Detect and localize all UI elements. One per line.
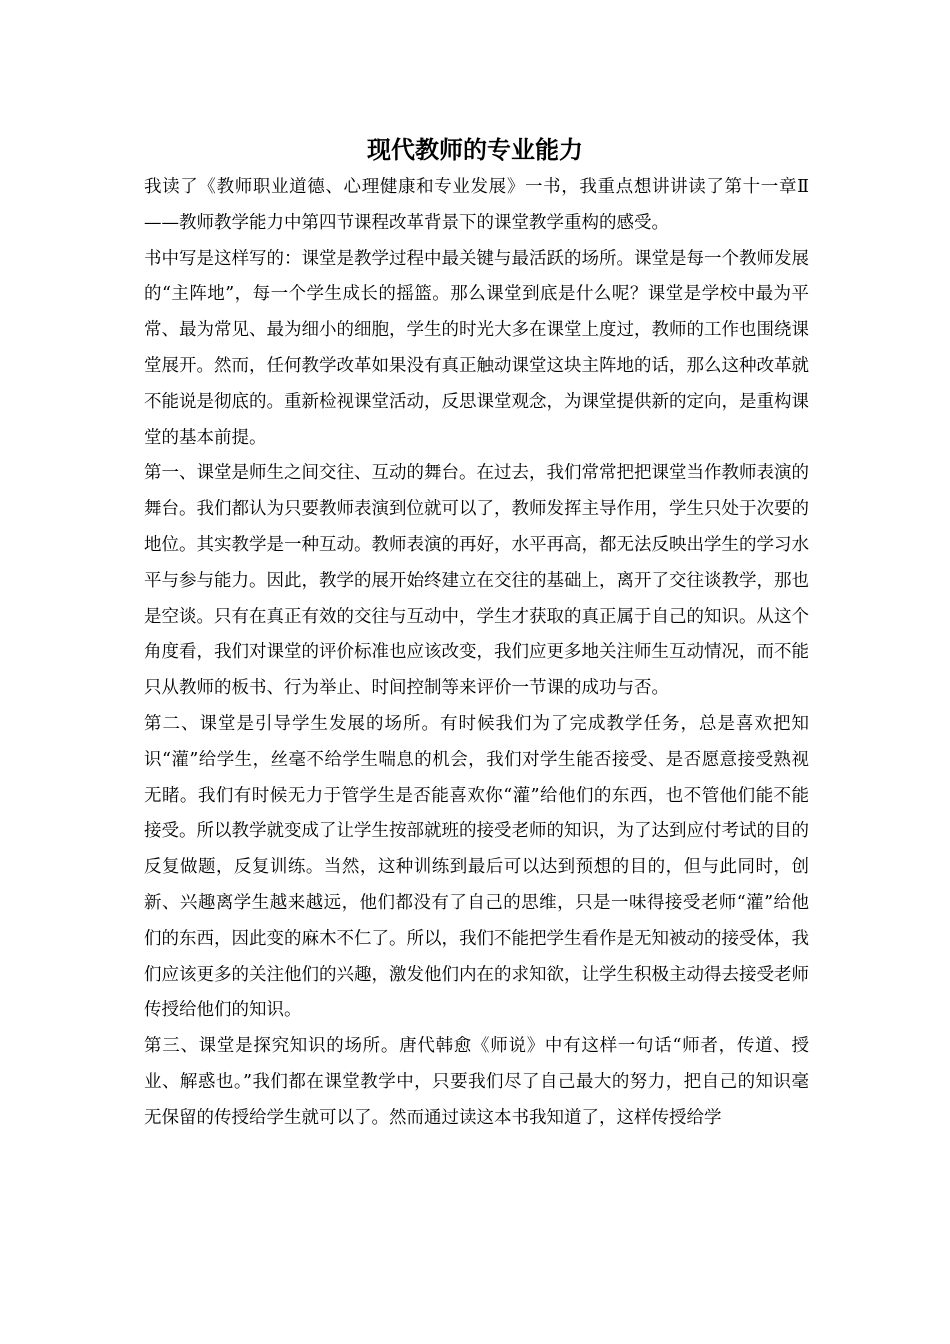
paragraph-intro: 我读了《教师职业道德、心理健康和专业发展》一书，我重点想讲讲读了第十一章Ⅱ——教师教学能力中第四节课程改革背景下的课堂教学重构的感受。	[144, 177, 809, 233]
page-title: 现代教师的专业能力	[367, 135, 583, 164]
paragraph-quote: 书中写是这样写的：课堂是教学过程中最关键与最活跃的场所。课堂是每一个教师发展的“主阵地”，每一个学生成长的摇篮。那么课堂到底是什么呢？课堂是学校中最为平常、最为常见、最为细小的细胞，学生的时光大多在课堂上度过，教师的工作也围绕课堂展开。然而，任何教学改革如果没有真正触动课堂这块主阵地的话，那么这种改革就不能说是彻底的。重新检视课堂活动，反思课堂观念，为课堂提供新的定向，是重构课堂的基本前提。	[144, 248, 809, 448]
document-body	[144, 170, 809, 1137]
paragraph-point-two: 第二、课堂是引导学生发展的场所。有时候我们为了完成教学任务，总是喜欢把知识“灌”给学生，丝毫不给学生喘息的机会，我们对学生能否接受、是否愿意接受熟视无睹。我们有时候无力于管学生是否能喜欢你“灌”给他们的东西，也不管他们能不能接受。所以教学就变成了让学生按部就班的接受老师的知识，为了达到应付考试的目的反复做题，反复训练。当然，这种训练到最后可以达到预想的目的，但与此同时，创新、兴趣离学生越来越远，他们都没有了自己的思维，只是一味得接受老师“灌”给他们的东西，因此变的麻木不仁了。所以，我们不能把学生看作是无知被动的接受体，我们应该更多的关注他们的兴趣，激发他们内在的求知欲，让学生积极主动得去接受老师传授给他们的知识。	[144, 713, 809, 1021]
paragraph-point-one: 第一、课堂是师生之间交往、互动的舞台。在过去，我们常常把把课堂当作教师表演的舞台。我们都认为只要教师表演到位就可以了，教师发挥主导作用，学生只处于次要的地位。其实教学是一种互动。教师表演的再好，水平再高，都无法反映出学生的学习水平与参与能力。因此，教学的展开始终建立在交往的基础上，离开了交往谈教学，那也是空谈。只有在真正有效的交往与互动中，学生才获取的真正属于自己的知识。从这个角度看，我们对课堂的评价标准也应该改变，我们应更多地关注师生互动情况，而不能只从教师的板书、行为举止、时间控制等来评价一节课的成功与否。	[144, 463, 809, 699]
paragraph-point-three: 第三、课堂是探究知识的场所。唐代韩愈《师说》中有这样一句话“师者，传道、授业、解惑也。”我们都在课堂教学中，只要我们尽了自己最大的努力，把自己的知识毫无保留的传授给学生就可以了。然而通过读这本书我知道了，这样传授给学	[144, 1036, 809, 1128]
